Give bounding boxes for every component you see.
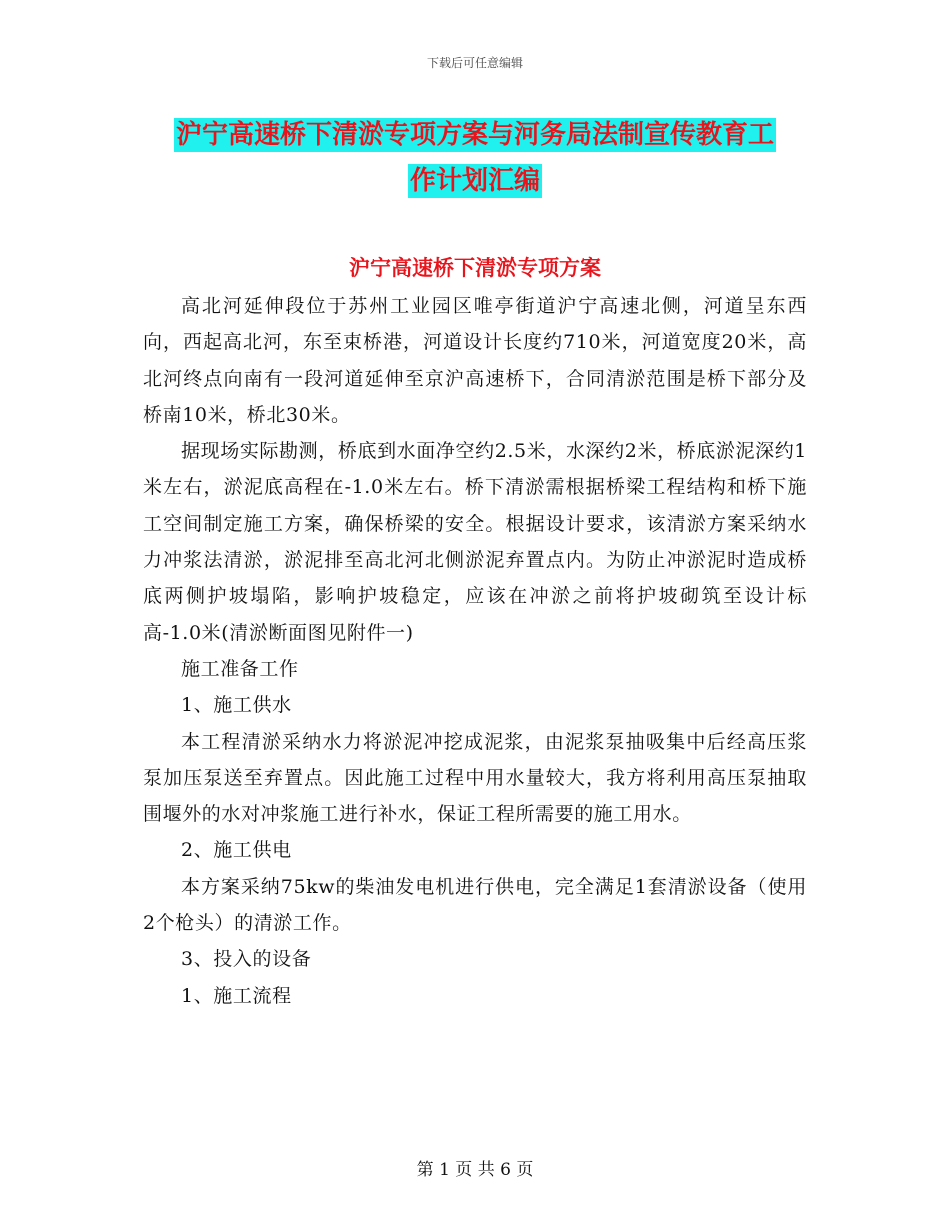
document-title-line-2: 作计划汇编 xyxy=(409,166,540,196)
document-title-line-1: 沪宁高速桥下清淤专项方案与河务局法制宣传教育工 xyxy=(175,120,774,150)
paragraph-power-supply: 本方案采纳75kw的柴油发电机进行供电，完全满足1套清淤设备（使用2个枪头）的清淤工作。 xyxy=(143,875,807,935)
page-header-note: 下载后可任意编辑 xyxy=(426,56,523,70)
paragraph-project-overview: 高北河延伸段位于苏州工业园区唯亭街道沪宁高速北侧，河道呈东西向，西起高北河，东至束桥港，河道设计长度约710米，河道宽度20米，高北河终点向南有一段河道延伸至京沪高速桥下，合同清淤范围是桥下部分及桥南10米，桥北30米。 xyxy=(143,295,807,426)
heading-power-supply: 2、施工供电 xyxy=(181,839,292,862)
heading-construction-process: 1、施工流程 xyxy=(181,984,292,1007)
paragraph-water-supply: 本工程清淤采纳水力将淤泥冲挖成泥浆，由泥浆泵抽吸集中后经高压浆泵加压泵送至弃置点。因此施工过程中用水量较大，我方将利用高压泵抽取围堰外的水对冲浆施工进行补水，保证工程所需要的施工用水。 xyxy=(143,730,807,826)
paragraph-site-survey: 据现场实际勘测，桥底到水面净空约2.5米，水深约2米，桥底淤泥深约1米左右，淤泥底高程在-1.0米左右。桥下清淤需根据桥梁工程结构和桥下施工空间制定施工方案，确保桥梁的安全。根据设计要求，该清淤方案采纳水力冲浆法清淤，淤泥排至高北河北侧淤泥弃置点内。为防止冲淤泥时造成桥底两侧护坡塌陷，影响护坡稳定，应该在冲淤之前将护坡砌筑至设计标高-1.0米(清淤断面图见附件一) xyxy=(143,440,807,644)
section-title: 沪宁高速桥下清淤专项方案 xyxy=(349,256,601,280)
heading-water-supply: 1、施工供水 xyxy=(181,694,292,717)
heading-construction-preparation: 施工准备工作 xyxy=(181,657,299,680)
page-footer: 第 1 页 共 6 页 xyxy=(416,1160,534,1180)
document-body xyxy=(143,288,807,1014)
document-title xyxy=(0,112,950,204)
heading-equipment: 3、投入的设备 xyxy=(181,948,312,971)
